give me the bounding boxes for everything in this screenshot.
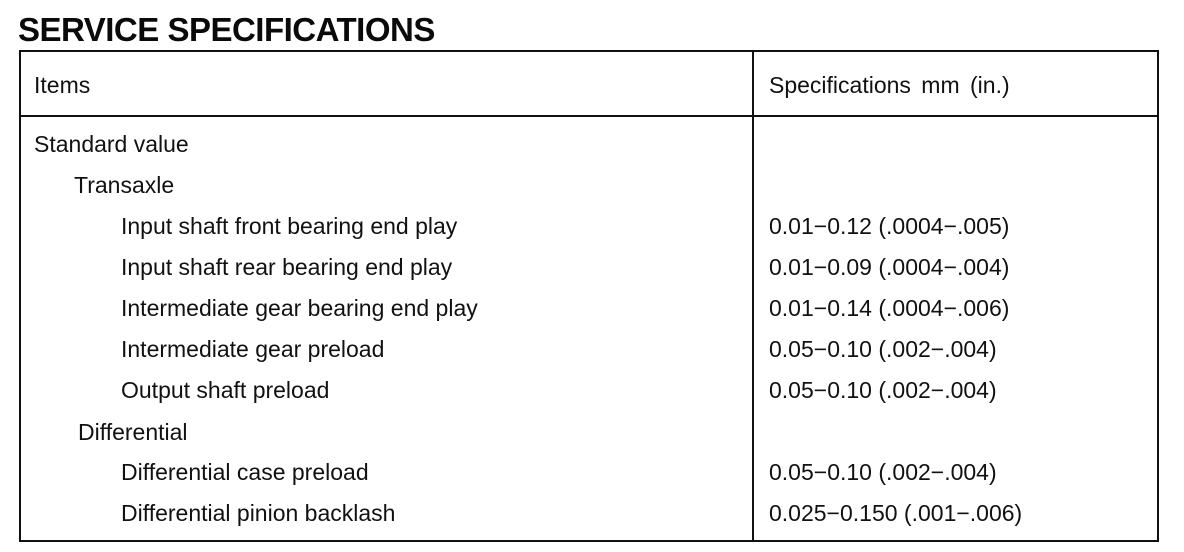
item-label: Standard value bbox=[34, 131, 189, 157]
spec-value: 0.05−0.10 (.002−.004) bbox=[769, 459, 997, 485]
item-label: Differential bbox=[78, 419, 188, 445]
spec-value: 0.01−0.12 (.0004−.005) bbox=[769, 213, 1010, 239]
spec-value: 0.01−0.14 (.0004−.006) bbox=[769, 295, 1010, 321]
table-row-group-transaxle bbox=[21, 170, 1157, 211]
table-row bbox=[21, 252, 1157, 293]
page-title: SERVICE SPECIFICATIONS bbox=[18, 11, 435, 48]
table-row bbox=[21, 293, 1157, 334]
table-row bbox=[21, 334, 1157, 375]
table-row-group-differential bbox=[21, 417, 1157, 458]
item-label: Differential case preload bbox=[121, 459, 369, 485]
table-row bbox=[21, 211, 1157, 252]
header-divider bbox=[21, 115, 1157, 117]
item-label: Intermediate gear preload bbox=[121, 336, 385, 362]
column-header-specifications: Specifications mm (in.) bbox=[769, 72, 1010, 98]
item-label: Intermediate gear bearing end play bbox=[121, 295, 478, 321]
spec-value: 0.01−0.09 (.0004−.004) bbox=[769, 254, 1010, 280]
column-header-items: Items bbox=[34, 72, 91, 98]
item-label: Output shaft preload bbox=[121, 377, 330, 403]
table-row-section-standard-value bbox=[21, 129, 1157, 170]
item-label: Input shaft rear bearing end play bbox=[121, 254, 453, 280]
spec-value: 0.025−0.150 (.001−.006) bbox=[769, 500, 1023, 526]
table-row bbox=[21, 498, 1157, 539]
item-label: Transaxle bbox=[74, 172, 175, 198]
table-row bbox=[21, 375, 1157, 416]
spec-value: 0.05−0.10 (.002−.004) bbox=[769, 377, 997, 403]
item-label: Input shaft front bearing end play bbox=[121, 213, 458, 239]
spec-value: 0.05−0.10 (.002−.004) bbox=[769, 336, 997, 362]
table-row bbox=[21, 457, 1157, 498]
specifications-table bbox=[19, 50, 1159, 542]
item-label: Differential pinion backlash bbox=[121, 500, 396, 526]
